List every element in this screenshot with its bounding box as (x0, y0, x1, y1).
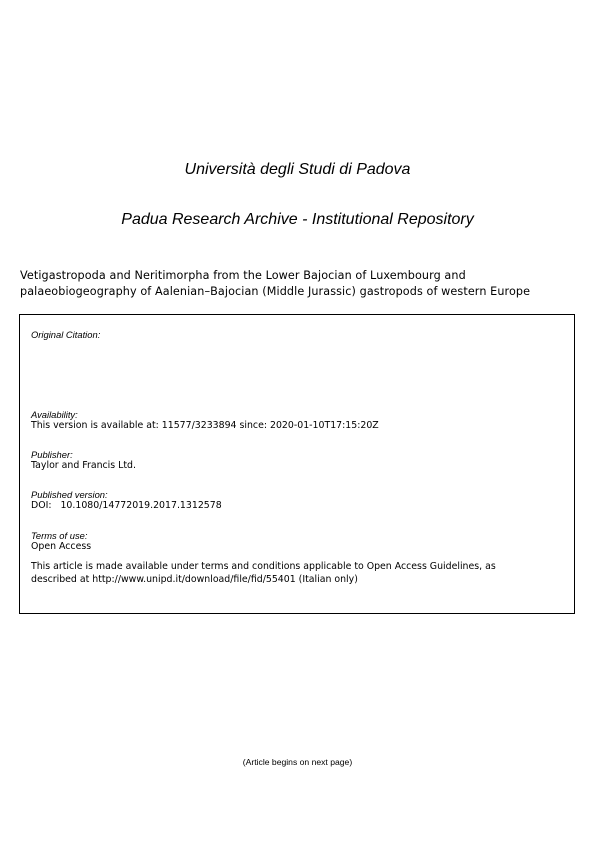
terms-note-line-1: This article is made available under terms and conditions applicable to Open Access Guidelines, as (31, 561, 496, 572)
article-title (20, 268, 580, 300)
terms-note (31, 561, 551, 586)
terms-of-use-label: Terms of use: (31, 530, 88, 541)
doi-value: DOI: 10.1080/14772019.2017.1312578 (31, 500, 222, 511)
record-info-box (19, 314, 575, 614)
article-title-line-1: Vetigastropoda and Neritimorpha from the Lower Bajocian of Luxembourg and (20, 269, 466, 282)
article-title-line-2: palaeobiogeography of Aalenian–Bajocian (Middle Jurassic) gastropods of western Europe (20, 285, 531, 298)
publisher-label: Publisher: (31, 449, 73, 460)
published-version-label: Published version: (31, 489, 108, 500)
terms-note-line-2: described at http://www.unipd.it/download/file/fid/55401 (Italian only) (31, 573, 358, 585)
terms-of-use-value: Open Access (31, 541, 92, 552)
availability-value: This version is available at: 11577/3233894 since: 2020-01-10T17:15:20Z (31, 420, 379, 431)
publisher-value: Taylor and Francis Ltd. (31, 460, 136, 471)
repository-name: Padua Research Archive - Institutional Repository (121, 211, 474, 228)
university-name: Università degli Studi di Padova (184, 161, 411, 178)
availability-label: Availability: (31, 409, 78, 420)
article-begins-note: (Article begins on next page) (242, 757, 353, 767)
original-citation-label: Original Citation: (31, 329, 101, 340)
